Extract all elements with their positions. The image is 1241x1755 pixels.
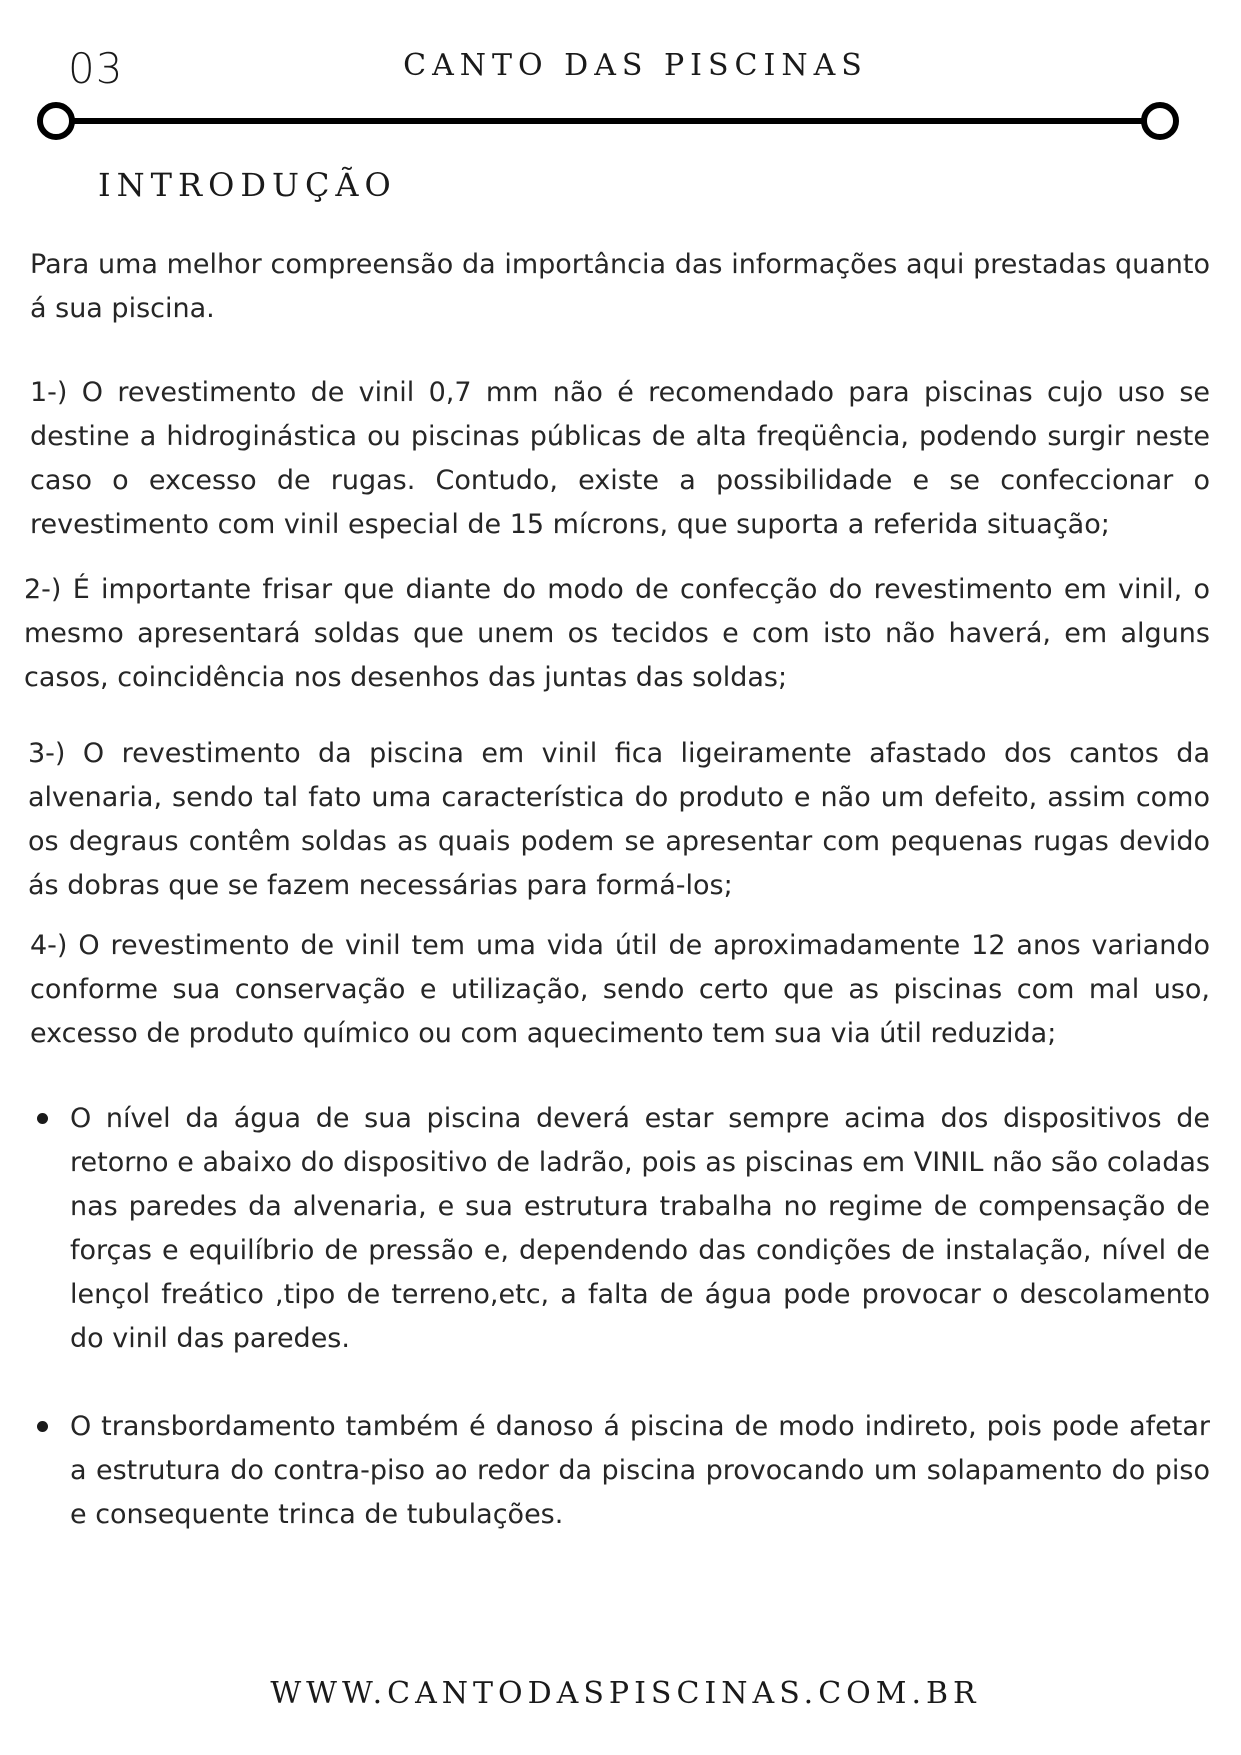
bullet-dot-icon [37, 1421, 48, 1432]
paragraph-item-2: 2-) É importante frisar que diante do modo de confecção do revestimento em vinil, o mesmo apresentará soldas que unem os tecidos e com isto não haverá, em alguns casos, coincidência nos desenhos das juntas das soldas; [24, 574, 1210, 693]
footer-website-url: WWW.CANTODASPISCINAS.COM.BR [270, 1676, 981, 1711]
intro-paragraph: Para uma melhor compreensão da importância das informações aqui prestadas quanto á sua piscina. [30, 249, 1210, 324]
page-number: 03 [68, 44, 124, 93]
list-item [70, 1097, 1210, 1361]
paragraph-item-4: 4-) O revestimento de vinil tem uma vida útil de aproximadamente 12 anos variando conforme sua conservação e utilização, sendo certo que as piscinas com mal uso, excesso de produto químico ou com aquecimento tem sua via útil reduzida; [30, 930, 1210, 1049]
left-circle-icon [40, 105, 72, 137]
header-divider-line [36, 98, 1180, 144]
brand-title: CANTO DAS PISCINAS [403, 48, 868, 83]
list-item [70, 1405, 1210, 1537]
section-heading: INTRODUÇÃO [98, 166, 397, 204]
right-circle-icon [1144, 105, 1176, 137]
bullet-dot-icon [37, 1113, 48, 1124]
paragraph-item-1: 1-) O revestimento de vinil 0,7 mm não é recomendado para piscinas cujo uso se destine a hidroginástica ou piscinas públicas de alta freqüência, podendo surgir neste caso o excesso de rugas. Contudo, existe a possibilidade e se confeccionar o revestimento com vinil especial de 15 mícrons, que suporta a referida situação; [30, 377, 1210, 540]
bullet-text: O transbordamento também é danoso á piscina de modo indireto, pois pode afetar a estrutura do contra-piso ao redor da piscina provocando um solapamento do piso e consequente trinca de tubulações. [70, 1411, 1210, 1530]
bullet-text: O nível da água de sua piscina deverá estar sempre acima dos dispositivos de retorno e abaixo do dispositivo de ladrão, pois as piscinas em VINIL não são coladas nas paredes da alvenaria, e sua estrutura trabalha no regime de compensação de forças e equilíbrio de pressão e, dependendo das condições de instalação, nível de lençol freático ,tipo de terreno,etc, a falta de água pode provocar o descolamento do vinil das paredes. [70, 1103, 1210, 1354]
paragraph-item-3: 3-) O revestimento da piscina em vinil fica ligeiramente afastado dos cantos da alvenaria, sendo tal fato uma característica do produto e não um defeito, assim como os degraus contêm soldas as quais podem se apresentar com pequenas rugas devido ás dobras que se fazem necessárias para formá-los; [28, 738, 1210, 901]
